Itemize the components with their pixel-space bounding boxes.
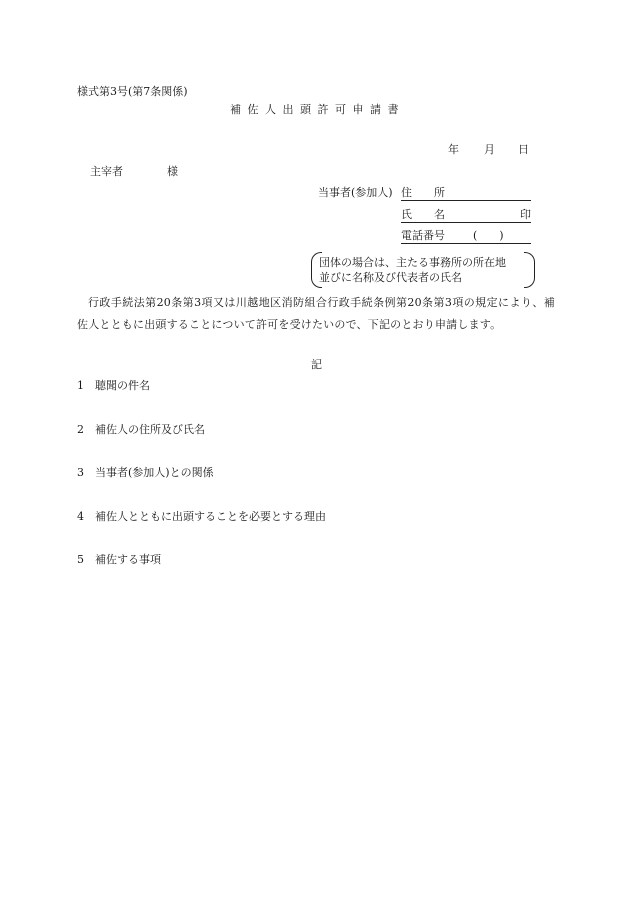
form-number: 様式第3号(第7条関係): [77, 85, 188, 98]
item-label: 聴聞の件名: [95, 379, 150, 392]
item-number: 2: [77, 423, 84, 436]
item-label: 補佐人の住所及び氏名: [95, 423, 205, 436]
phone-label: 電話番号: [401, 229, 445, 242]
date-month: 月: [484, 143, 495, 156]
list-item: [77, 466, 214, 480]
item-label: 当事者(参加人)との関係: [95, 466, 214, 479]
item-label: 補佐する事項: [95, 553, 161, 566]
phone-field[interactable]: [401, 229, 531, 244]
page-title: 補佐人出頭許可申請書: [230, 103, 405, 116]
body-text: 行政手続法第20条第3項又は川越地区消防組合行政手続条例第20条第3項の規定により、補佐人とともに出頭することについて許可を受けたいので、下記のとおり申請します。: [77, 296, 555, 331]
party-label: 当事者(参加人): [318, 186, 393, 199]
note-line-1: 団体の場合は、主たる事務所の所在地: [319, 256, 506, 269]
phone-paren: ( ): [473, 229, 504, 242]
note-bracket-right: [524, 252, 535, 288]
date-line: [448, 143, 529, 157]
name-label: 氏 名: [401, 208, 445, 221]
list-item: [77, 379, 150, 393]
item-number: 5: [77, 553, 84, 566]
organization-note: [311, 252, 535, 286]
address-label: 住 所: [401, 186, 445, 199]
list-item: [77, 553, 161, 567]
list-item: [77, 510, 326, 524]
date-year: 年: [448, 143, 459, 156]
date-day: 日: [518, 143, 529, 156]
address-field[interactable]: [401, 186, 531, 201]
seal-mark: 印: [520, 208, 531, 221]
item-number: 4: [77, 510, 84, 523]
ki-heading: 記: [311, 358, 322, 371]
note-line-2: 並びに名称及び代表者の氏名: [319, 271, 462, 284]
item-number: 3: [77, 466, 84, 479]
list-item: [77, 423, 205, 437]
addressee: [90, 165, 178, 179]
item-label: 補佐人とともに出頭することを必要とする理由: [95, 510, 326, 523]
addressee-name: 主宰者: [90, 165, 123, 178]
addressee-honorific: 様: [167, 165, 178, 178]
item-number: 1: [77, 379, 84, 392]
name-field[interactable]: [401, 208, 531, 223]
